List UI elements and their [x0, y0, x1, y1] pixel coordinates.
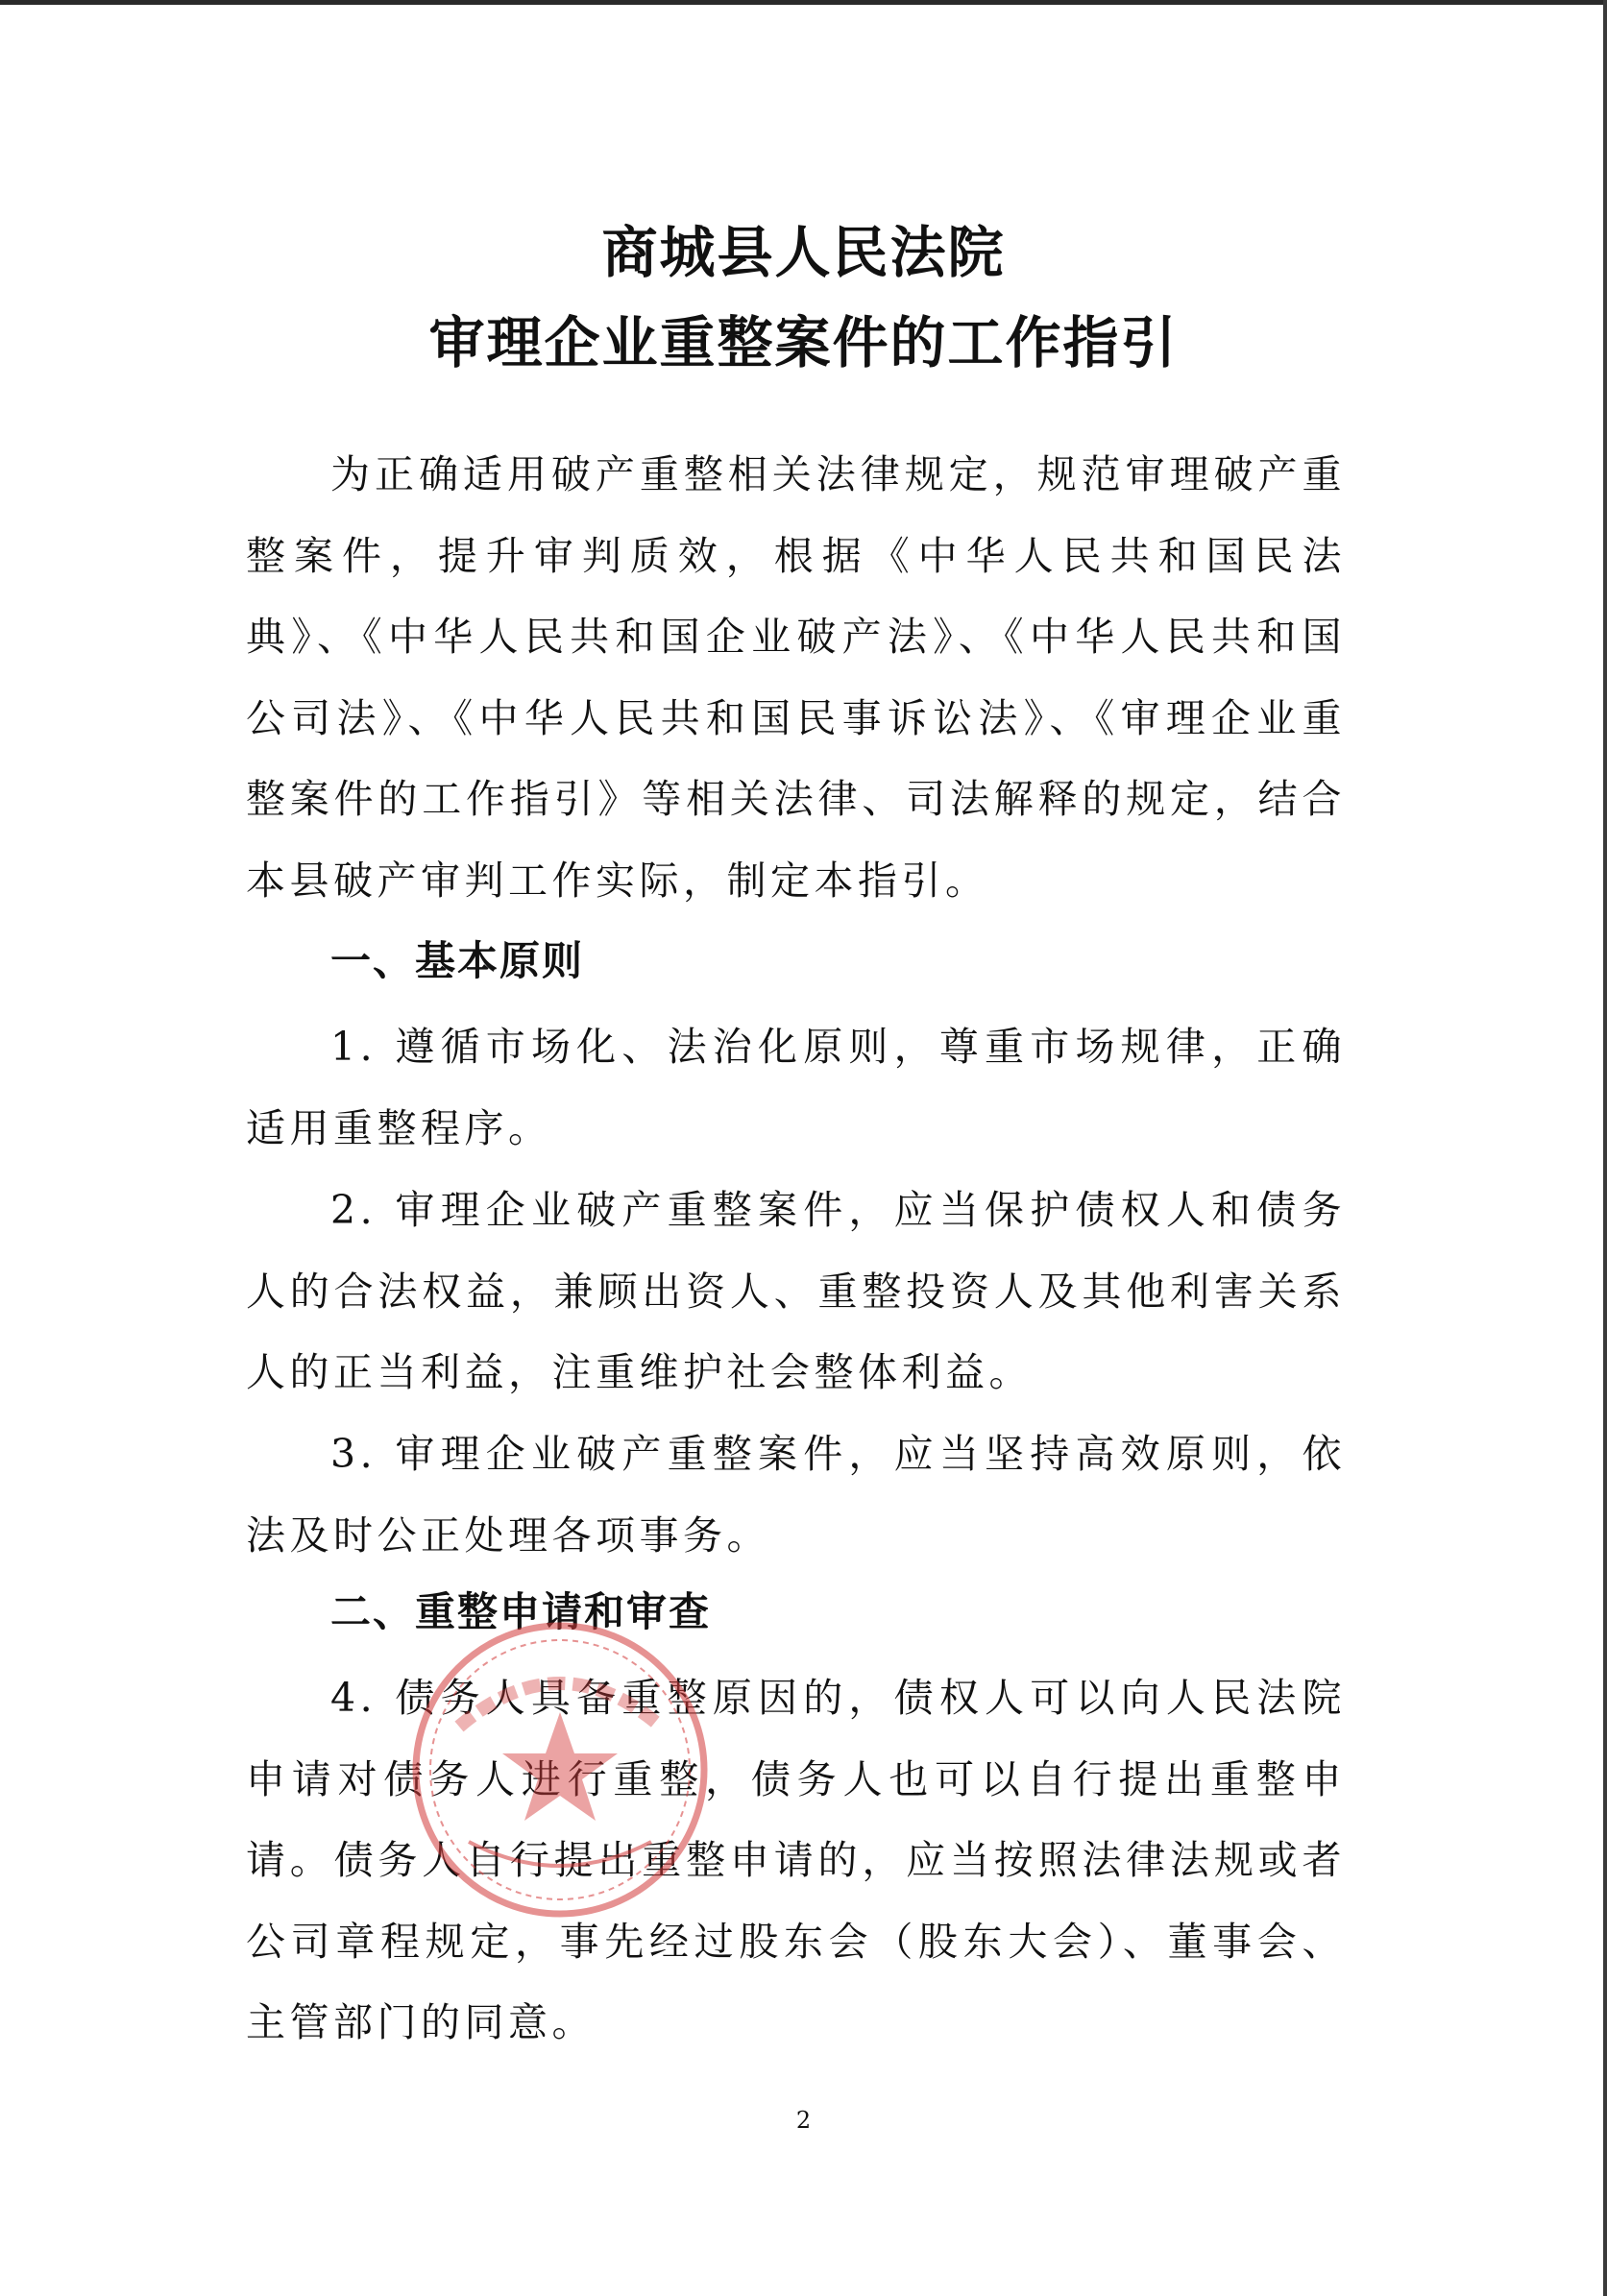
section-heading-application-review: 二、重整申请和审查 [330, 1588, 712, 1635]
page-number: 2 [795, 2107, 812, 2134]
clause-3: 3. 审理企业破产重整案件，应当坚持高效原则，依法及时公正处理各项事务。 [246, 1431, 1346, 1559]
scan-top-edge [0, 0, 1607, 5]
intro-paragraph: 为正确适用破产重整相关法律规定，规范审理破产重整案件，提升审判质效，根据《中华人民共和国民法典》、《中华人民共和国企业破产法》、《中华人民共和国公司法》、《中华人民共和国民事诉讼法》、《审理企业重整案件的工作指引》等相关法律、司法解释的规定，结合本县破产审判工作实际，制定本指引。 [246, 451, 1346, 904]
section-heading-basic-principles: 一、基本原则 [330, 937, 585, 984]
clause-2: 2. 审理企业破产重整案件，应当保护债权人和债务人的合法权益，兼顾出资人、重整投资人及其他利害关系人的正当利益，注重维护社会整体利益。 [246, 1187, 1346, 1395]
document-title-line1: 商城县人民法院 [601, 220, 1006, 285]
document-title-line2: 审理企业重整案件的工作指引 [428, 310, 1179, 375]
clause-4: 4. 债务人具备重整原因的，债权人可以向人民法院申请对债务人进行重整，债务人也可以自行提出重整申请。债务人自行提出重整申请的，应当按照法律法规或者公司章程规定，事先经过股东会（股东大会）、董事会、主管部门的同意。 [246, 1675, 1346, 2045]
clause-1: 1. 遵循市场化、法治化原则，尊重市场规律，正确适用重整程序。 [246, 1024, 1346, 1151]
